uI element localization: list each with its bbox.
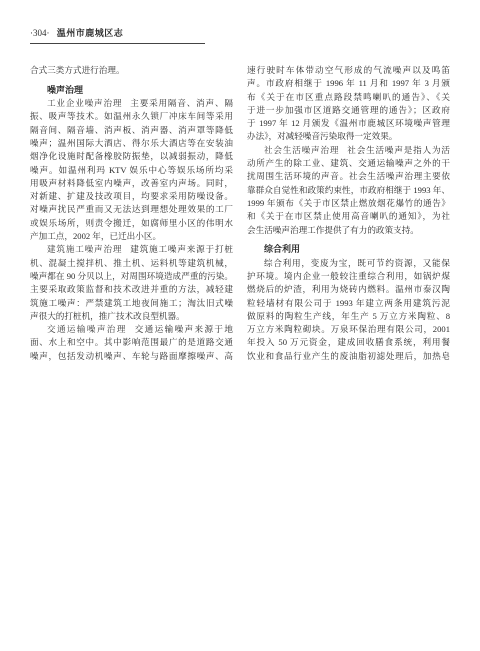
run-in-label: 交通运输噪声治理 [47, 324, 127, 335]
text-line: 主要采取政策监督和技术改进并重的方法，减轻建 [30, 284, 233, 295]
text-line: 动所产生的除工业、建筑、交通运输噪声之外的干 [247, 158, 450, 169]
paragraph-traffic-noise-continued [247, 64, 450, 144]
text-line: 噪声，包括发动机噪声、车轮与路面摩擦噪声、高 [30, 350, 233, 361]
text-line: 年投入 50 万元资金，建成回收膳食系统，利用餐 [247, 337, 450, 348]
text-line: 布《关于在市区重点路段禁鸣喇叭的通告》、《关 [247, 91, 450, 102]
text-line: 机、混凝土搅拌机、推土机、运料机等建筑机械， [30, 257, 233, 268]
run-in-label: 建筑施工噪声治理 [47, 244, 123, 255]
text-line: 速行驶时车体带动空气形成的气流噪声以及鸣笛 [247, 65, 450, 75]
text-line: 噪声；温州国际大酒店、得尔乐大酒店等在安装油 [30, 137, 233, 148]
text-line: 噪声。如温州利玛 KTV 娱乐中心等娱乐场所均采 [30, 164, 233, 175]
text-line [30, 97, 233, 110]
text-line: 万立方米陶粒砌块。万泉环保治理有限公司，2001 [247, 324, 450, 335]
section-heading-comprehensive-utilization: 综合利用 [264, 244, 301, 255]
text-line: 筑施工噪声：严禁建筑工地夜间施工；淘汰旧式噪 [30, 297, 233, 308]
text-line: 隔音间、隔音墙、消声板、消声器、消声罩等降低 [30, 124, 233, 135]
text-line: 扰周围生活环境的声音。社会生活噪声治理主要依 [247, 171, 450, 182]
text-line: 会生活噪声治理工作提供了有力的政策支持。 [247, 224, 419, 235]
run-in-label: 工业企业噪声治理 [47, 98, 123, 109]
run-in-label: 社会生活噪声治理 [264, 144, 340, 155]
running-header [30, 27, 123, 39]
text-line: 或娱乐场所，则责令搬迁，如腐师里小区的伟明水 [30, 217, 233, 228]
text-line: 靠群众自觉性和政策约束性，市政府相继于 1993 年、 [247, 184, 450, 195]
paragraph-construction-noise [30, 243, 233, 323]
text-line: 办法》，对减轻噪音污染取得一定效果。 [247, 131, 398, 142]
text-line: 声很大的打桩机，推广技术改良型机器。 [30, 310, 185, 321]
text-line: 对噪声扰民严重而又无法达到理想处理效果的工厂 [30, 204, 233, 215]
left-column [30, 64, 233, 363]
text-line: 和《关于在市区禁止使用高音喇叭的通知》，为社 [247, 211, 450, 222]
text-segment: 交通运输噪声来源于地 [134, 324, 233, 335]
text-line: 燃烧后的炉渣，利用为烧砖内燃料。温州市泰汉陶 [247, 284, 450, 295]
text-line: 噪声都在 90 分贝以上，对周围环境造成严重的污染。 [30, 270, 233, 281]
text-line: 饮业和食品行业产生的废油脂初滤处理后，加热皂 [247, 350, 450, 361]
text-line [247, 144, 450, 157]
text-line: 于进一步加强市区道路交通管理的通告》；区政府 [247, 104, 450, 115]
paragraph-industrial-noise [30, 97, 233, 243]
text-line: 声。市政府相继于 1996 年 11 月和 1997 年 3 月颁 [247, 78, 450, 89]
paragraph-traffic-noise [30, 323, 233, 363]
page-number: ·304· [30, 28, 50, 38]
header-rule [30, 43, 205, 44]
paragraph-social-noise [247, 144, 450, 237]
text-line: 烟净化设施时配备橡胶防振垫，以减弱振动，降低 [30, 151, 233, 162]
text-line: 合式三类方式进行治理。 [30, 65, 125, 75]
text-line: 振、吸声等技术。如温州永久锁厂冲床车间等采用 [30, 111, 233, 122]
text-line: 1999 年颁布《关于市区禁止燃放烟花爆竹的通告》 [247, 197, 450, 208]
text-line: 综合利用，变废为宝，既可节约资源，又能保 [264, 257, 450, 268]
text-line: 用吸声材料降低室内噪声，改善室内声场。同时， [30, 177, 233, 188]
section-heading-noise-control: 噪声治理 [47, 84, 84, 95]
paragraph-comprehensive-utilization [247, 257, 450, 363]
text-line: 粒轻墙材有限公司于 1993 年建立两条用建筑污泥 [247, 297, 450, 308]
text-segment: 主要采用隔音、消声、隔 [130, 98, 233, 109]
text-line [30, 323, 233, 336]
text-line: 于 1997 年 12 月颁发《温州市鹿城区环境噪声管理 [247, 118, 450, 129]
text-line: 护环境。境内企业一般较注重综合利用，如锅炉煤 [247, 270, 450, 281]
text-segment: 社会生活噪声是指人为活 [347, 144, 450, 155]
text-line: 产加工点，2002 年，已迁出小区。 [30, 231, 162, 242]
right-column [247, 64, 450, 363]
text-line: 面、水上和空中。其中影响范围最广的是道路交通 [30, 337, 233, 348]
book-title: 温州市鹿城区志 [56, 28, 124, 38]
text-line [30, 243, 233, 256]
text-line: 对新建、扩建及技改项目，均要求采用防噪设备。 [30, 191, 233, 202]
text-line: 做原料的陶粒生产线，年生产 5 万立方米陶粒、8 [247, 310, 450, 321]
text-segment: 建筑施工噪声来源于打桩 [130, 244, 233, 255]
